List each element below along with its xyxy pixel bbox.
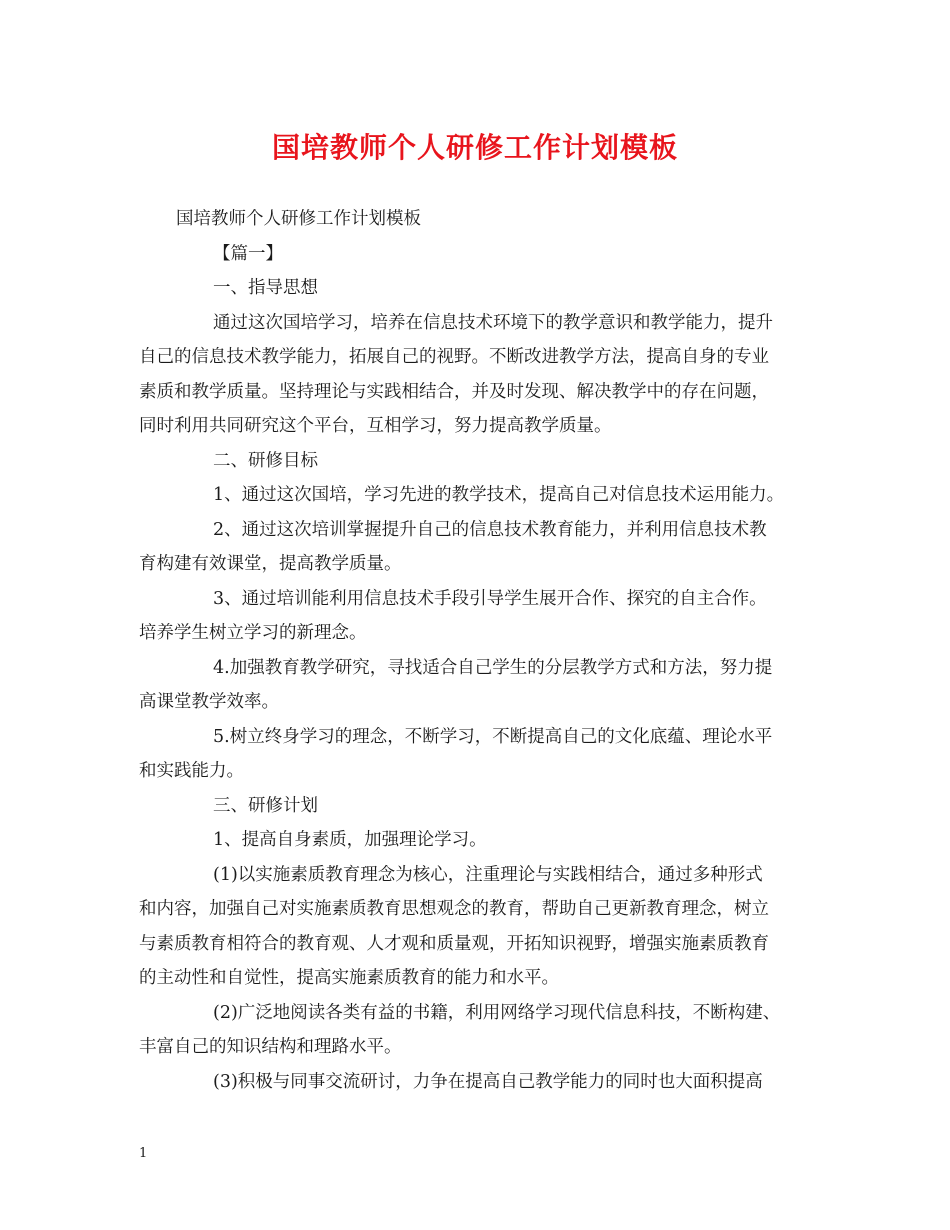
goal-item: 1、通过这次国培，学习先进的教学技术，提高自己对信息技术运用能力。 (213, 485, 785, 505)
paragraph-line: 高课堂教学效率。 (139, 692, 279, 712)
paragraph-line: 同时利用共同研究这个平台，互相学习，努力提高教学质量。 (139, 416, 612, 436)
heading-study-plan: 三、研修计划 (213, 795, 318, 816)
goal-item: 4.加强教育教学研究，寻找适合自己学生的分层教学方式和方法，努力提 (213, 657, 773, 678)
document-title: 国培教师个人研修工作计划模板 (271, 131, 678, 164)
paragraph-line: 通过这次国培学习，培养在信息技术环境下的教学意识和教学能力，提升 (213, 312, 773, 333)
goal-item: 3、通过培训能利用信息技术手段引导学生展开合作、探究的自主合作。 (213, 588, 767, 609)
heading-study-goals: 二、研修目标 (213, 450, 318, 471)
paragraph-line: 培养学生树立学习的新理念。 (139, 623, 367, 643)
goal-item: 2、通过这次培训掌握提升自己的信息技术教育能力，并利用信息技术教 (213, 519, 767, 540)
plan-subitem: (3)积极与同事交流研讨，力争在提高自己教学能力的同时也大面积提高 (213, 1071, 763, 1092)
heading-guiding-ideology: 一、指导思想 (213, 278, 318, 298)
plan-item: 1、提高自身素质，加强理论学习。 (213, 830, 487, 850)
paragraph-line: 和实践能力。 (139, 761, 244, 781)
section-marker: 【篇一】 (213, 243, 283, 264)
plan-subitem: (2)广泛地阅读各类有益的书籍，利用网络学习现代信息科技，不断构建、 (213, 1002, 781, 1023)
paragraph-line: 丰富自己的知识结构和理路水平。 (139, 1037, 402, 1057)
paragraph-line: 自己的信息技术教学能力，拓展自己的视野。不断改进教学方法，提高自身的专业 (139, 347, 769, 367)
paragraph-line: 育构建有效课堂，提高教学质量。 (139, 554, 402, 574)
goal-item: 5.树立终身学习的理念，不断学习，不断提高自己的文化底蕴、理论水平 (213, 726, 773, 747)
subtitle-line: 国培教师个人研修工作计划模板 (176, 209, 421, 229)
page-number: 1 (139, 1146, 148, 1161)
paragraph-line: 与素质教育相符合的教育观、人才观和质量观，开拓知识视野，增强实施素质教育 (139, 933, 769, 954)
paragraph-line: 的主动性和自觉性，提高实施素质教育的能力和水平。 (139, 968, 559, 988)
paragraph-line: 和内容，加强自己对实施素质教育思想观念的教育，帮助自己更新教育理念，树立 (139, 899, 769, 919)
plan-subitem: (1)以实施素质教育理念为核心，注重理论与实践相结合，通过多种形式 (213, 864, 763, 885)
document-body (139, 202, 819, 1099)
paragraph-line: 素质和教学质量。坚持理论与实践相结合，并及时发现、解决教学中的存在问题， (139, 381, 769, 402)
